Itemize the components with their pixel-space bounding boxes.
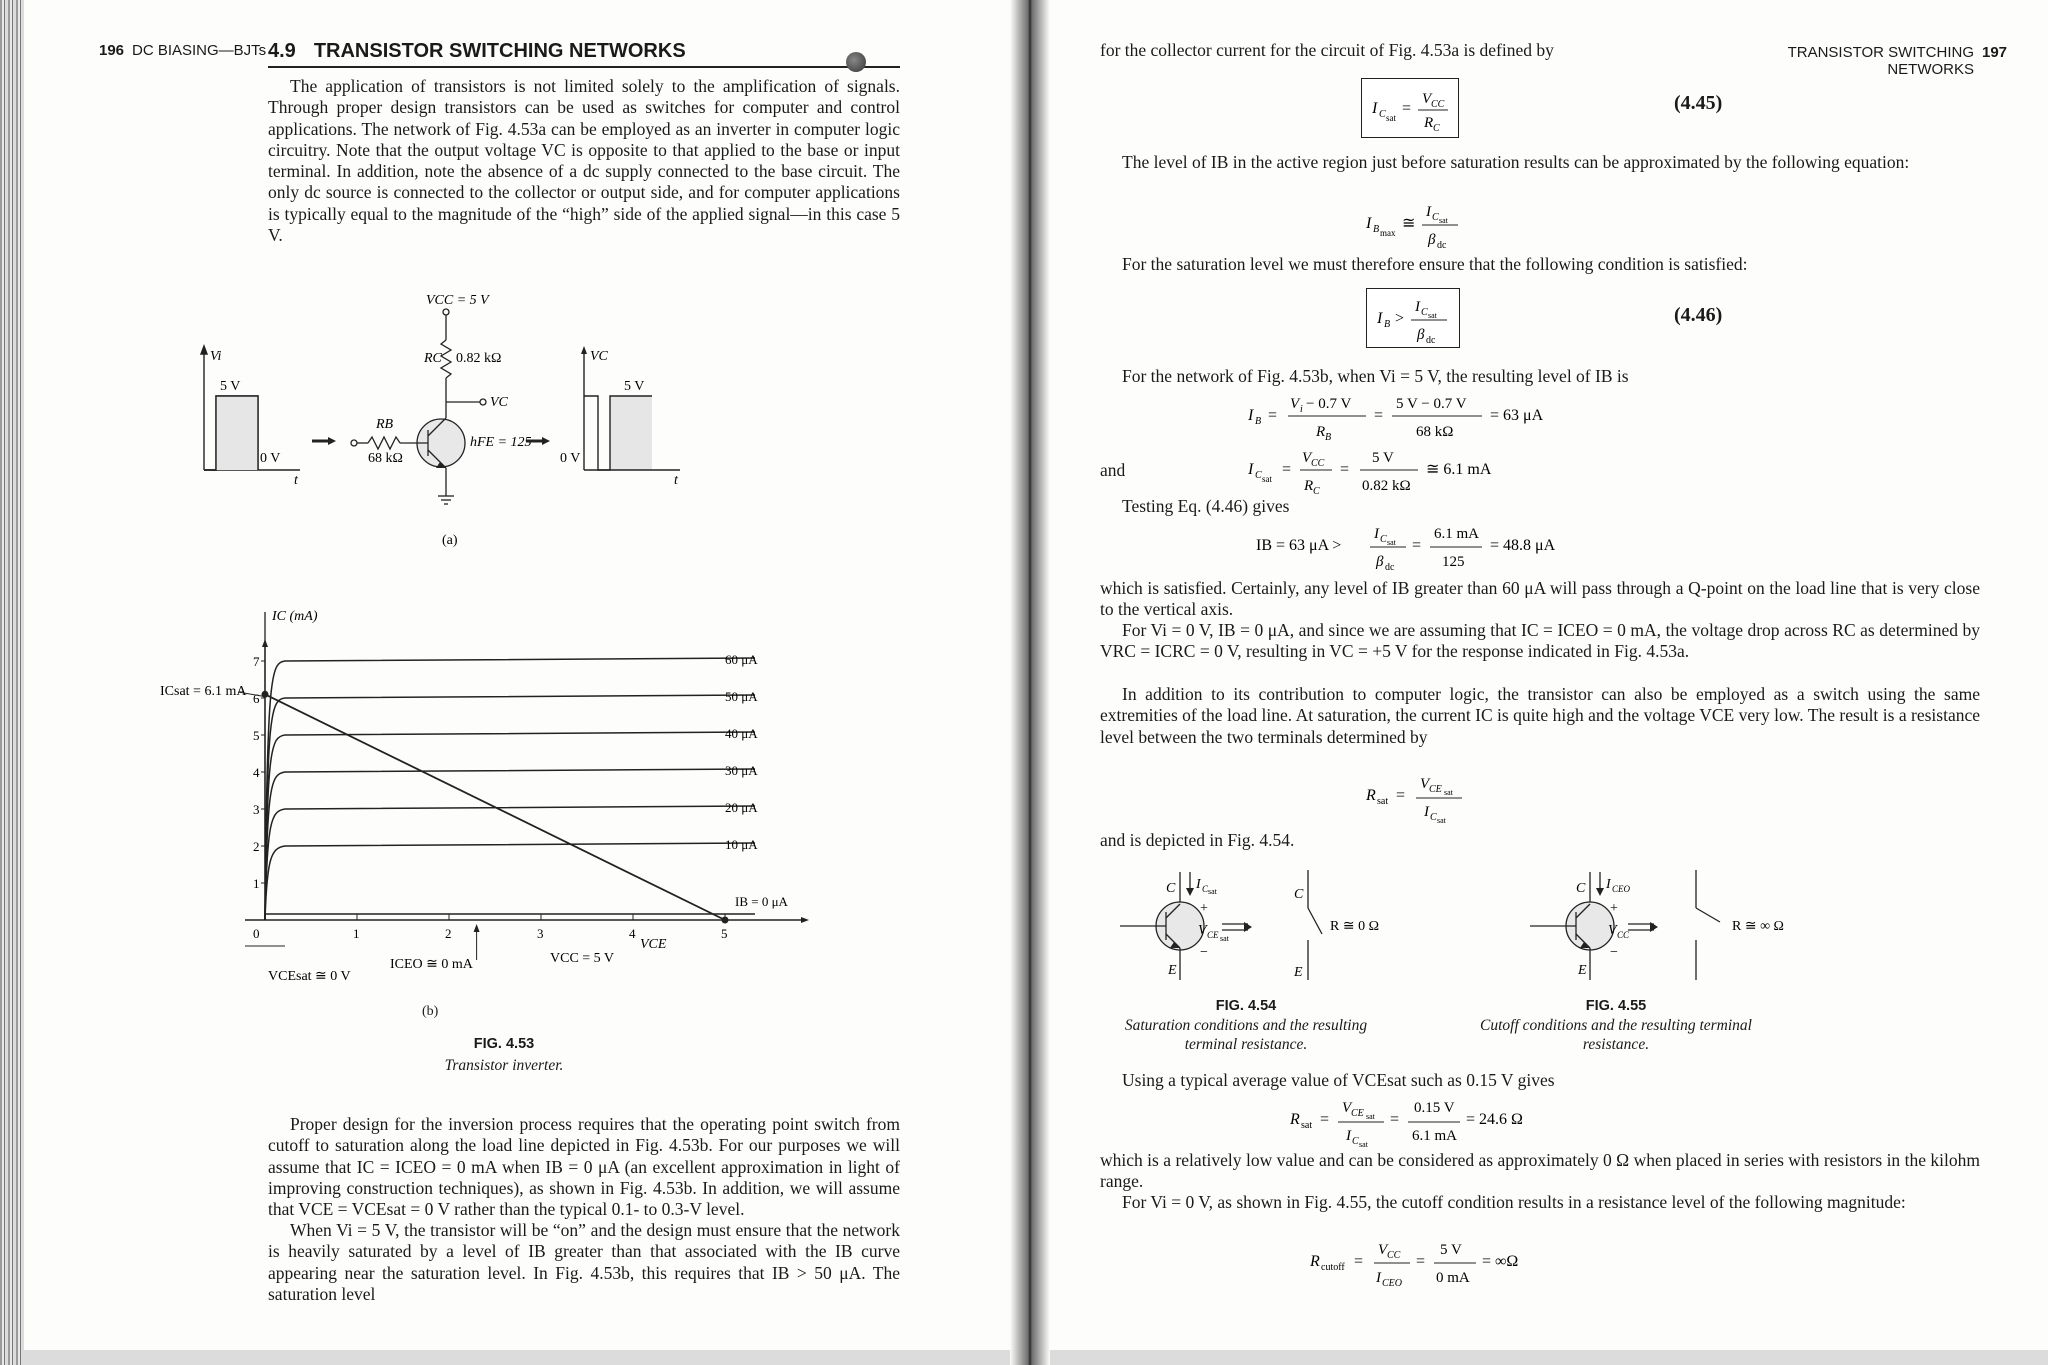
rb-label: RB <box>376 417 394 432</box>
y-axis-arrow-icon <box>262 639 268 647</box>
svg-text:=: = <box>1282 461 1292 478</box>
svg-text:CEO: CEO <box>1382 1278 1402 1289</box>
svg-text:5 V − 0.7 V: 5 V − 0.7 V <box>1396 396 1467 412</box>
hfe-label: hFE = 125 <box>470 435 532 450</box>
eq-rsat-result: = 24.6 Ω <box>1466 1111 1523 1128</box>
y-tick-label: 1 <box>253 876 260 891</box>
paragraph-addition: In addition to its contribution to computer logic, the transistor can also be employed as a switch using the same extremities of the load line. At saturation, the current IC is quite high and the voltage VCE very low. The result is a resistance level between the two terminals determined by <box>1100 684 1980 747</box>
eq-rsat-num: 0.15 V <box>1414 1100 1455 1116</box>
svg-text:R: R <box>1290 1111 1300 1128</box>
figure-a-sublabel: (a) <box>442 533 458 548</box>
svg-text:sat: sat <box>1208 887 1217 896</box>
svg-text:V: V <box>1420 776 1430 792</box>
y-tick-label: 2 <box>253 839 260 854</box>
svg-text:=: = <box>1340 461 1350 478</box>
svg-text:=: = <box>1268 407 1278 424</box>
ib-curve-label: 50 μA <box>725 689 758 704</box>
svg-text:=: = <box>1416 1253 1426 1270</box>
svg-text:CC: CC <box>1431 99 1445 110</box>
svg-text:C: C <box>1433 123 1440 133</box>
vcesat-annotation: VCEsat ≅ 0 V <box>268 969 351 984</box>
svg-text:sat: sat <box>1366 1112 1375 1121</box>
eq-cut-result: = ∞Ω <box>1482 1253 1519 1270</box>
svg-text:sat: sat <box>1428 311 1437 320</box>
svg-text:B: B <box>1255 416 1262 427</box>
svg-text:I: I <box>1196 877 1201 892</box>
svg-text:sat: sat <box>1301 1120 1313 1131</box>
ib-curve-label: IB = 0 μA <box>735 894 788 909</box>
svg-text:C: C <box>1380 534 1387 545</box>
equation-rsat-value <box>1290 1094 1530 1150</box>
svg-text:I: I <box>1248 407 1254 424</box>
collector-line: for the collector current for the circuit of Fig. 4.53a is defined by <box>1100 40 1554 60</box>
svg-text:=: = <box>1396 787 1406 804</box>
svg-text:sat: sat <box>1359 1140 1368 1149</box>
saturation-point <box>262 691 269 698</box>
page-number-right: 197 <box>1982 44 2008 61</box>
ib-curve <box>265 843 755 920</box>
eq-ib-result: = 63 μA <box>1490 407 1544 424</box>
left-page <box>24 0 1024 1350</box>
svg-text:E: E <box>1294 965 1303 980</box>
svg-text:CC: CC <box>1617 930 1630 940</box>
svg-text:I: I <box>1376 1270 1381 1286</box>
x-tick-label: 3 <box>537 926 544 941</box>
ib-curve-label: 40 μA <box>725 726 758 741</box>
svg-text:sat: sat <box>1387 538 1396 547</box>
svg-text:sat: sat <box>1439 216 1448 225</box>
iceo-annotation: ICEO ≅ 0 mA <box>390 957 473 972</box>
svg-text:sat: sat <box>1262 474 1272 484</box>
svg-text:R: R <box>1366 787 1376 804</box>
rc-value: 0.82 kΩ <box>456 351 502 366</box>
svg-text:β: β <box>1428 232 1436 248</box>
svg-text:dc: dc <box>1385 562 1395 573</box>
r-zero-label: R ≅ 0 Ω <box>1330 919 1379 934</box>
eq-cut-num: 5 V <box>1440 1242 1462 1258</box>
ib-curve <box>265 732 755 920</box>
fig-455-text: Cutoff conditions and the resulting terminal resistance. <box>1480 1017 1752 1053</box>
ib-curve-label: 20 μA <box>725 800 758 815</box>
eq-test-right: = 48.8 μA <box>1490 537 1556 554</box>
svg-text:=: = <box>1402 100 1412 117</box>
svg-text:=: = <box>1354 1253 1364 1270</box>
chart-xlabel: VCE <box>640 937 667 952</box>
svg-text:0.82 kΩ: 0.82 kΩ <box>1362 478 1411 494</box>
section-number: 4.9 <box>268 40 296 62</box>
svg-text:C: C <box>1313 486 1320 494</box>
vcc-annotation: VCC = 5 V <box>550 951 615 966</box>
paragraph-2: Proper design for the inversion process requires that the operating point switch from cutoff to saturation along the load line depicted in Fig. 4.53b. For our purposes we will assume that IC = ICEO = 0 mA when IB = 0 μA (an excellent approximation in light of improving construction techniques), as shown in Fig. 4.53b. In addition, we will assume that VCE = VCEsat = 0 V rather than the typical 0.1- to 0.3-V level. <box>268 1114 900 1220</box>
svg-text:max: max <box>1380 228 1396 238</box>
svg-text:V: V <box>1198 923 1207 938</box>
svg-text:CC: CC <box>1311 458 1325 469</box>
arrow-right-icon <box>328 437 336 445</box>
eq-rsat-den: 6.1 mA <box>1412 1128 1457 1144</box>
eq-test-left: IB = 63 μA > <box>1256 537 1342 554</box>
fig-453-text: Transistor inverter. <box>444 1057 564 1074</box>
section-title: TRANSISTOR SWITCHING NETWORKS <box>313 40 686 62</box>
cutoff-point <box>722 917 729 924</box>
svg-text:I: I <box>1374 526 1379 542</box>
svg-text:V: V <box>1378 1242 1388 1258</box>
eq-445-number: (4.45) <box>1674 92 1723 114</box>
paragraph-typical: Using a typical average value of VCEsat such as 0.15 V gives <box>1122 1070 1555 1090</box>
equation-4-45 <box>1361 78 1459 138</box>
vi-0v-label: 0 V <box>260 451 281 466</box>
x-tick-label: 5 <box>721 926 728 941</box>
eq-icsat-result: ≅ 6.1 mA <box>1426 461 1492 478</box>
vi-5v-label: 5 V <box>220 379 241 394</box>
icsat-annotation: ICsat = 6.1 mA <box>160 684 247 699</box>
svg-text:R: R <box>1304 478 1314 494</box>
x-tick-label: 4 <box>629 926 636 941</box>
svg-text:R: R <box>1316 424 1326 440</box>
fig-453-title: FIG. 4.53 <box>473 1036 535 1052</box>
svg-text:=: = <box>1412 537 1422 554</box>
equation-ibmax <box>1366 198 1476 250</box>
svg-text:+: + <box>1610 901 1618 916</box>
and-word: and <box>1100 460 1126 480</box>
paragraph-cutoff: For Vi = 0 V, as shown in Fig. 4.55, the cutoff condition results in a resistance level of the following magnitude: <box>1122 1192 1906 1212</box>
ib-curve-label: 60 μA <box>725 652 758 667</box>
svg-text:CE: CE <box>1207 930 1219 940</box>
chart-ylabel: IC (mA) <box>272 609 318 624</box>
paragraph-ib-level: The level of IB in the active region just before saturation results can be approximated by the following equation: <box>1122 152 1910 172</box>
svg-text:I: I <box>1606 877 1611 892</box>
svg-text:V: V <box>1290 396 1300 412</box>
svg-text:C: C <box>1352 1136 1359 1147</box>
svg-text:B: B <box>1373 224 1380 235</box>
svg-text:>: > <box>1395 310 1405 327</box>
eq-446-number: (4.46) <box>1674 304 1723 326</box>
svg-text:I: I <box>1366 215 1372 232</box>
vc-5v-label: 5 V <box>624 379 645 394</box>
svg-text:B: B <box>1325 432 1332 443</box>
svg-text:sat: sat <box>1386 113 1396 123</box>
svg-text:I: I <box>1346 1128 1351 1144</box>
fig-454-title: FIG. 4.54 <box>1215 998 1277 1014</box>
svg-text:C: C <box>1421 307 1428 318</box>
svg-text:β: β <box>1417 327 1425 343</box>
svg-text:CC: CC <box>1387 1250 1401 1261</box>
y-tick-label: 6 <box>253 691 260 706</box>
svg-text:sat: sat <box>1437 816 1446 825</box>
svg-text:C: C <box>1294 887 1304 902</box>
vi-label: Vi <box>210 349 222 364</box>
paragraph-3: When Vi = 5 V, the transistor will be “on” and the design must ensure that the network is heavily saturated by a level of IB greater than that associated with the IB curve appearing near the saturation level. In Fig. 4.53b, this requires that IB > 50 μA. The saturation level <box>268 1220 900 1304</box>
svg-text:I: I <box>1415 299 1420 315</box>
svg-text:I: I <box>1248 461 1254 478</box>
svg-text:B: B <box>1384 319 1391 330</box>
svg-text:CE: CE <box>1351 1108 1364 1119</box>
svg-text:−: − <box>1200 945 1208 960</box>
vc-0v-label: 0 V <box>560 451 581 466</box>
paragraph-vi-zero: For Vi = 0 V, IB = 0 μA, and since we are assuming that IC = ICEO = 0 mA, the voltage drop across RC as determined by VRC = ICRC = 0 V, resulting in VC = +5 V for the response indicated in Fig. 4.53a. <box>1100 620 1980 662</box>
section-heading <box>268 40 900 68</box>
svg-text:C: C <box>1379 109 1386 120</box>
svg-text:V: V <box>1422 91 1432 107</box>
running-head-right: TRANSISTOR SWITCHING NETWORKS <box>1787 44 1974 78</box>
figures-454-455 <box>1100 862 1980 992</box>
equation-test <box>1256 520 1596 574</box>
svg-text:CEO: CEO <box>1612 884 1630 894</box>
svg-text:cutoff: cutoff <box>1321 1262 1345 1273</box>
svg-text:C: C <box>1255 470 1262 481</box>
svg-text:sat: sat <box>1377 796 1389 807</box>
svg-text:E: E <box>1168 963 1177 978</box>
svg-text:C: C <box>1576 881 1586 896</box>
svg-text:sat: sat <box>1444 788 1453 797</box>
svg-text:V: V <box>1342 1100 1352 1116</box>
fig-455-title: FIG. 4.55 <box>1585 998 1647 1014</box>
svg-text:=: = <box>1320 1111 1330 1128</box>
vc-out-label: VC <box>590 349 608 364</box>
running-head-left: DC BIASING—BJTs <box>132 42 267 59</box>
svg-text:C: C <box>1432 212 1439 223</box>
svg-text:C: C <box>1202 884 1209 894</box>
testing-line: Testing Eq. (4.46) gives <box>1122 496 1290 516</box>
equation-ib-calc <box>1248 390 1668 494</box>
svg-text:dc: dc <box>1437 240 1447 250</box>
ib-curve-label: 10 μA <box>725 837 758 852</box>
svg-text:6.1 mA: 6.1 mA <box>1434 526 1479 542</box>
intro-paragraph: The application of transistors is not limited solely to the amplification of signals. Through proper design transistors can be used as switches for computer and control applications. The network of Fig. 4.53a can be employed as an inverter in computer logic circuitry. Note that the output voltage VC is opposite to that applied to the base or input terminal. In addition, note the absence of a dc supply connected to the base circuit. The only dc source is connected to the collector or output side, and for computer applications is typically equal to the magnitude of the “high” side of the applied signal—in this case 5 V. <box>268 76 900 246</box>
svg-text:I: I <box>1426 204 1431 220</box>
vi-t-label: t <box>294 473 298 488</box>
current-arrow-icon <box>1186 888 1194 896</box>
y-tick-label: 7 <box>253 654 260 669</box>
svg-text:R: R <box>1424 115 1434 131</box>
right-page <box>1036 0 2048 1350</box>
x-tick-label: 0 <box>253 926 260 941</box>
svg-text:sat: sat <box>1220 934 1229 943</box>
ib-curve-label: 30 μA <box>725 763 758 778</box>
svg-text:R: R <box>1310 1253 1320 1270</box>
y-tick-label: 3 <box>253 802 260 817</box>
svg-text:I: I <box>1424 804 1429 820</box>
page-number-left: 196 <box>99 42 125 59</box>
paragraph-low-value: which is a relatively low value and can be considered as approximately 0 Ω when placed in series with resistors in the kilohm range. <box>1100 1150 1980 1192</box>
svg-text:≅: ≅ <box>1402 215 1416 232</box>
svg-text:68 kΩ: 68 kΩ <box>1416 424 1454 440</box>
svg-text:− 0.7 V: − 0.7 V <box>1306 396 1352 412</box>
ib-curve <box>265 806 755 920</box>
vcc-label: VCC = 5 V <box>426 293 489 308</box>
svg-text:=: = <box>1374 407 1384 424</box>
svg-text:i: i <box>1300 404 1303 415</box>
svg-text:I: I <box>1377 310 1383 327</box>
paragraph-saturation: For the saturation level we must therefore ensure that the following condition is satisfied: <box>1122 254 1748 274</box>
y-tick-label: 5 <box>253 728 260 743</box>
svg-text:β: β <box>1376 554 1384 570</box>
iceo-arrow-icon <box>474 924 480 932</box>
svg-text:dc: dc <box>1426 335 1436 343</box>
current-arrow-icon <box>1596 888 1604 896</box>
r-inf-label: R ≅ ∞ Ω <box>1732 919 1784 934</box>
vc-t-label: t <box>674 473 678 488</box>
eq-cut-den: 0 mA <box>1436 1270 1470 1286</box>
svg-text:125: 125 <box>1442 554 1465 570</box>
svg-text:+: + <box>1200 901 1208 916</box>
svg-text:E: E <box>1578 963 1587 978</box>
svg-text:C: C <box>1166 881 1176 896</box>
page-gutter <box>1010 0 1050 1365</box>
svg-text:CE: CE <box>1429 784 1442 795</box>
arrow-right-icon <box>542 437 550 445</box>
depicted-line: and is depicted in Fig. 4.54. <box>1100 830 1295 850</box>
figure-b-sublabel: (b) <box>422 1004 439 1019</box>
svg-text:=: = <box>1390 1111 1400 1128</box>
fig-454-text: Saturation conditions and the resulting terminal resistance. <box>1124 1017 1368 1053</box>
equation-rsat <box>1366 770 1476 826</box>
x-tick-label: 2 <box>445 926 452 941</box>
rc-label: RC <box>424 351 442 366</box>
paragraph-network: For the network of Fig. 4.53b, when Vi = 5 V, the resulting level of IB is <box>1122 366 1629 386</box>
y-tick-label: 4 <box>253 765 260 780</box>
figure-4-53a <box>160 290 900 550</box>
x-tick-label: 1 <box>353 926 360 941</box>
svg-text:I: I <box>1372 100 1378 117</box>
svg-text:5 V: 5 V <box>1372 450 1394 466</box>
svg-text:C: C <box>1430 812 1437 823</box>
vc-label: VC <box>490 395 508 410</box>
figure-4-53b-chart <box>160 600 900 1010</box>
paragraph-satisfied: which is satisfied. Certainly, any level of IB greater than 60 μA will pass through a Q-point on the load line that is very close to the vertical axis. <box>1100 578 1980 620</box>
equation-rcutoff <box>1310 1236 1530 1292</box>
binding-edge <box>0 0 24 1365</box>
rb-value: 68 kΩ <box>368 451 403 466</box>
x-axis-arrow-icon <box>801 917 809 923</box>
equation-4-46 <box>1366 288 1460 348</box>
svg-text:−: − <box>1610 945 1618 960</box>
svg-text:V: V <box>1302 450 1312 466</box>
svg-text:V: V <box>1608 923 1617 938</box>
section-marker-icon <box>846 52 866 72</box>
